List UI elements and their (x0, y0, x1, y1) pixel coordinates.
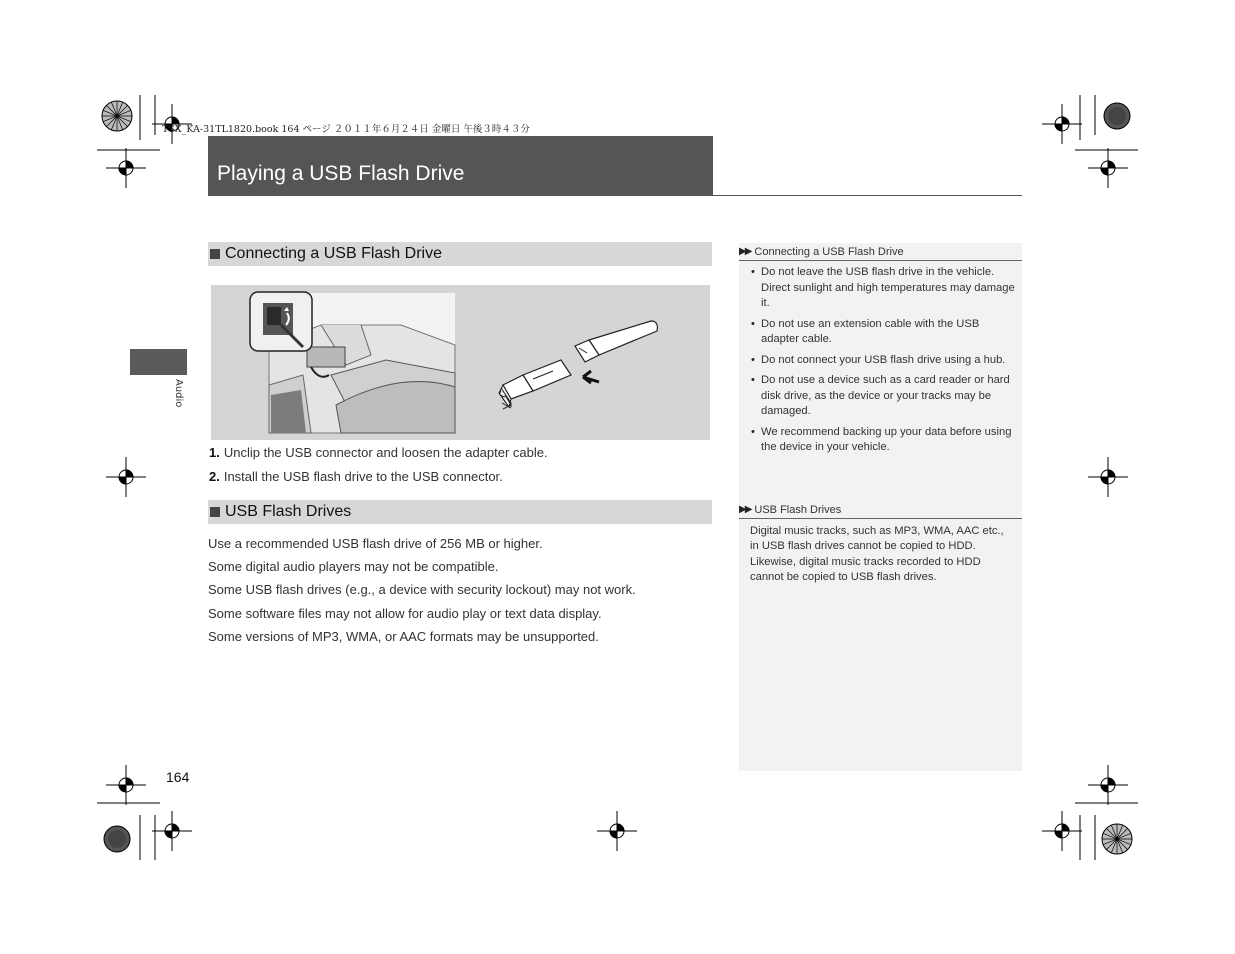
step-2 (209, 469, 503, 484)
paragraph: Some versions of MP3, WMA, or AAC formats may be unsupported. (208, 629, 599, 644)
title-rule (713, 195, 1022, 196)
cross-reference-icon: ▶▶ (739, 504, 751, 515)
illustration-svg (211, 285, 710, 440)
section-heading-connecting (208, 242, 712, 266)
usb-connection-illustration (211, 285, 710, 440)
cross-reference-icon: ▶▶ (739, 246, 751, 257)
note-heading-text: Connecting a USB Flash Drive (754, 245, 904, 258)
paragraph: Some USB flash drives (e.g., a device with security lockout) may not work. (208, 582, 636, 597)
list-item: • Do not use an extension cable with the USB adapter cable. (749, 317, 1015, 348)
paragraph: Some digital audio players may not be compatible. (208, 559, 499, 574)
page-number: 164 (166, 769, 190, 785)
paragraph: Some software files may not allow for audio play or text data display. (208, 606, 602, 621)
chapter-label: Audio (173, 379, 184, 408)
list-item: • We recommend backing up your data before using the device in your vehicle. (749, 425, 1015, 456)
section-title: Connecting a USB Flash Drive (225, 245, 442, 262)
step-number: 1. (209, 445, 220, 460)
note-heading-text: USB Flash Drives (754, 503, 842, 516)
heading-square-icon (210, 249, 220, 259)
section-heading-drives (208, 500, 712, 524)
step-number: 2. (209, 469, 220, 484)
step-1 (209, 445, 548, 460)
note-body: Digital music tracks, such as MP3, WMA, AAC etc., in USB flash drives cannot be copied to HDD. Likewise, digital music tracks recorded to HDD cannot be copied to USB flash drives. (750, 525, 1004, 584)
note-heading-connecting (739, 243, 1022, 261)
list-item: • Do not connect your USB flash drive using a hub. (749, 353, 1015, 369)
step-text: Install the USB flash drive to the USB connector. (223, 469, 503, 484)
step-text: Unclip the USB connector and loosen the adapter cable. (223, 445, 548, 460)
note-bullet-list (749, 265, 1015, 461)
page-title: Playing a USB Flash Drive (217, 162, 465, 185)
list-item: • Do not use a device such as a card reader or hard disk drive, as the device or your tracks may be damaged. (749, 373, 1015, 420)
list-item: • Do not leave the USB flash drive in the vehicle. Direct sunlight and high temperatures may damage it. (749, 265, 1015, 312)
section-title: USB Flash Drives (225, 503, 352, 520)
print-header: TSX_KA-31TL1820.book 164 ページ ２０１１年６月２４日 金曜日 午後３時４３分 (162, 124, 530, 135)
notes-sidebar (739, 243, 1022, 771)
note-heading-drives (739, 501, 1022, 519)
paragraph: Use a recommended USB flash drive of 256 MB or higher. (208, 536, 543, 551)
title-bar (208, 136, 713, 196)
heading-square-icon (210, 507, 220, 517)
chapter-tab (130, 349, 187, 375)
